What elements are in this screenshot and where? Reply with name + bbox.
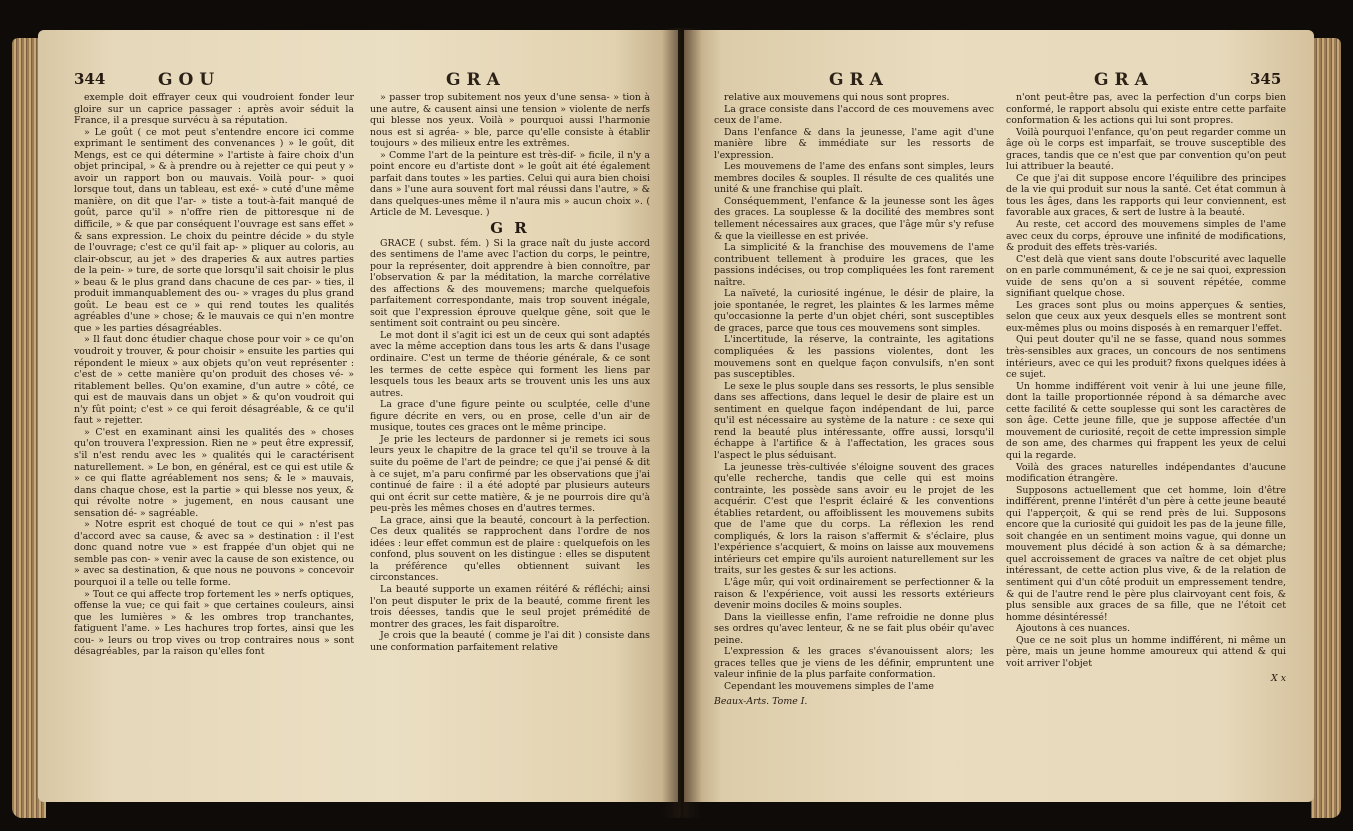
paragraph: Au reste, cet accord des mouvemens simples de l'ame avec ceux du corps, éprouve une infinité de modifications, & produit des effets très-variés. [1006,219,1286,254]
left-page-column-2 [370,92,650,792]
paragraph: La jeunesse très-cultivée s'éloigne souvent des graces qu'elle recherche, tandis que celle qui est moins contrainte, les possède sans avoir eu le projet de les acquérir. C'est que l'esprit éclairé & les conventions établies retardent, ou affoiblissent les mouvemens subits que de l'ame que du corps. La réflexion les rend compliqués, & lors la raison s'affermit & s'éclaire, plus l'expérience s'acquiert, & moins on laisse aux mouvemens intérieurs cet empire qu'ils auroient naturellement sur les traits, sur les gestes & sur les actions. [714,461,994,577]
left-running-head-gou: GOU [158,70,221,90]
paragraph: Qui peut douter qu'il ne se fasse, quand nous sommes très-sensibles aux graces, un concours de nos sentimens intérieurs, avec ce qui les produit? fixons quelques idées à ce sujet. [1006,334,1286,381]
signature-mark: Beaux-Arts. Tome I. [714,696,808,708]
paragraph: » Le goût ( ce mot peut s'entendre encore ici comme exprimant le sentiment des convenances ) » le goût, dit Mengs, est ce qui détermine » l'artiste à faire choix d'un objet principal, » & à prendre ou à rejetter ce qui peut y » avoir un rapport bon ou mauvais. Voilà pour- » quoi lorsque tout, dans un tableau, est exé- » cuté d'une même manière, on dit que l'ar- » tiste a tout-à-fait manqué de goût, parce qu'il » n'offre rien de pittoresque ni de difficile, » & que par conséquent l'ouvrage est sans effet » & sans expression. Le choix du peintre décide » du style de l'ouvrage; c'est ce qu'il fait ap- » pliquer au coloris, au clair-obscur, au jet » des draperies & aux autres parties de la pein- » ture, de sorte que lorsqu'il sait choisir le plus » beau & le plus grand dans chacune de ces par- » ties, il produit immanquablement des ou- » vrages du plus grand goût. Le beau est ce » qui rend toutes les qualités agréables d'une » chose; & le mauvais ce qui n'en montre que » les parties désagréables. [74,126,354,334]
paragraph: C'est delà que vient sans doute l'obscurité avec laquelle on en parle communément, & ce je ne sai quoi, expression vuide de sens qu'on a si souvent répétée, comme signifiant quelque chose. [1006,253,1286,300]
paragraph: Cependant les mouvemens simples de l'ame [724,680,934,692]
paragraph: Voilà des graces naturelles indépendantes d'aucune modification étrangère. [1006,461,1286,485]
paragraph: L'incertitude, la réserve, la contrainte, les agitations compliquées & les passions violentes, dont les mouvemens sont en quelque façon convulsifs, n'en sont pas susceptibles. [714,334,994,381]
paragraph: La beauté supporte un examen réitéré & réfléchi; ainsi l'on peut disputer le prix de la beauté, comme firent les trois déesses, tandis que le seul projet prémédité de montrer des graces, les fait disparoître. [370,583,650,630]
paragraph: Un homme indifférent voit venir à lui une jeune fille, dont la taille proportionnée répond à sa démarche avec cette facilité & cette souplesse qui sont les caractères de son âge. Cette jeune fille, que je suppose affectée d'un mouvement de curiosité, reçoit de cette impression simple de son ame, des charmes qui frappent les yeux de celui qui la regarde. [1006,380,1286,461]
paragraph: Conséquemment, l'enfance & la jeunesse sont les âges des graces. La souplesse & la docilité des membres sont tellement nécessaires aux graces, que l'âge mûr s'y refuse & que la vieillesse en est privée. [714,195,994,242]
left-page-column-1 [74,92,354,792]
right-page-column-1 [714,92,994,792]
paragraph: Supposons actuellement que cet homme, loin d'être indifférent, prenne l'intérêt d'un père à cette jeune beauté qui l'apperçoit, & qui se rend près de lui. Supposons encore que la curiosité qui guidoit les pas de la jeune fille, soit changée en un sentiment moins vague, qui donne un mouvement plus décidé à son action & à sa démarche; quel accroissement de graces va naître de cet objet plus intéressant, de cette action plus vive, & de la relation de sentiment qui d'un côté produit un empressement tendre, & qui de l'autre rend le père plus clairvoyant cent fois, & plus sensible aux graces de sa fille, que ne l'étoit cet homme désintéressé! [1006,484,1286,623]
paragraph: La grace consiste dans l'accord de ces mouvemens avec ceux de l'ame. [714,103,994,127]
paragraph: » Comme l'art de la peinture est très-dif- » ficile, il n'y a point encore eu d'artiste dont » le goût ait été également parfait dans toutes » les parties. Celui qui aura bien choisi dans » l'une aura souvent fort mal réussi dans l'autre, » & dans quelques-unes même il n'aura mis » aucun choix ». ( Article de M. Levesque. ) [370,149,650,219]
right-page-number: 345 [1250,70,1282,88]
paragraph: » Tout ce qui affecte trop fortement les » nerfs optiques, offense la vue; ce qui fait » que certaines couleurs, ainsi que les lumières » & les ombres trop tranchantes, fatiguent l'ame. » Les hachures trop fortes, ainsi que les cou- » leurs ou trop vives ou trop contraires nous » sont désagréables, par la raison qu'elles font [74,588,354,658]
paragraph: La naïveté, la curiosité ingénue, le désir de plaire, la joie spontanée, le regret, les plaintes & les larmes même qu'occasionne la perte d'un objet chéri, sont susceptibles de graces, parce que tous ces mouvemens sont simples. [714,288,994,334]
left-page-number: 344 [74,70,106,88]
paragraph: Je prie les lecteurs de pardonner si je remets ici sous leurs yeux le chapitre de la grace tel qu'il se trouve à la suite du poëme de l'art de peindre; ce que j'ai pensé & dit à ce sujet, m'a paru confirmé par les observations que j'ai continué de faire : il a été adopté par plusieurs auteurs qui ont écrit sur cette matière, & je ne pourrois dire qu'à peu-près les mêmes choses en d'autres termes. [370,433,650,515]
paragraph: L'âge mûr, qui voit ordinairement se perfectionner & la raison & l'expérience, voit aussi les ressorts extérieurs devenir moins dociles & moins souples. [714,576,994,612]
left-page [38,30,678,802]
paragraph: La grace d'une figure peinte ou sculptée, celle d'une figure décrite en vers, ou en prose, celle d'un air de musique, toutes ces graces ont le même principe. [370,399,650,434]
paragraph: La grace, ainsi que la beauté, concourt à la perfection. Ces deux qualités se rapprochent dans l'ordre de nos idées : leur effet commun est de plaire : quelquefois on les confond, plus souvent on les distingue : elles se disputent la préférence qu'elles obtiennent suivant les circonstances. [370,514,650,584]
paragraph: Le sexe le plus souple dans ses ressorts, le plus sensible dans ses affections, dans lequel le desir de plaire est un sentiment en quelque façon indépendant de lui, parce qu'il est nécessaire au système de la nature : ce sexe qui rend la beauté plus intéressante, offre aussi, lorsqu'il échappe à l'artifice & à l'affectation, les graces sous l'aspect le plus séduisant. [714,380,994,461]
paragraph: La simplicité & la franchise des mouvemens de l'ame contribuent tellement à produire les graces, que les passions indécises, ou trop compliquées les font rarement naître. [714,242,994,288]
section-heading: G R [490,219,530,238]
paragraph: GRACE ( subst. fém. ) Si la grace naît du juste accord des sentimens de l'ame avec l'action du corps, le peintre, pour la représenter, doit apprendre à bien connoître, par l'observation & par la méditation, la marche corrélative des affections & des mouvemens; marche quelquefois parfaitement correspondante, mais trop souvent inégale, soit que l'expression éprouve quelque gêne, soit que le sentiment soit contraint ou peu sincère. [370,237,650,330]
book-gutter [662,28,702,818]
paragraph: Je crois que la beauté ( comme je l'ai dit ) consiste dans une conformation parfaitement relative [370,630,650,653]
paragraph: Dans l'enfance & dans la jeunesse, l'ame agit d'une manière libre & immédiate sur les ressorts de l'expression. [714,126,994,161]
paragraph: Ajoutons à ces nuances. [1016,623,1131,635]
paragraph: relative aux mouvemens qui nous sont propres. [724,92,950,103]
sheet-mark: X x [1271,673,1286,685]
paragraph: Dans la vieillesse enfin, l'ame refroidie ne donne plus ses ordres qu'avec lenteur, & ne se fait plus obéir qu'avec peine. [714,611,994,646]
paragraph: » Il faut donc étudier chaque chose pour voir » ce qu'on voudroit y trouver, & pour choisir » ensuite les parties qui répondent le mieux » aux objets qu'on veut représenter : c'est de » cette manière qu'on produit des choses vé- » ritablement belles. Qu'on examine, d'un autre » côté, ce qui est de mauvais dans un objet » & qu'on voudroit qui n'y fût point; c'est » ce qui feroit désagréable, & ce qu'il faut » rejetter. [74,334,354,427]
paragraph: Voilà pourquoi l'enfance, qu'on peut regarder comme un âge où le corps est imparfait, se trouve susceptible des graces, tandis que ce n'est que par convention qu'on peut lui attribuer la beauté. [1006,126,1286,173]
right-page [684,30,1314,802]
paragraph: Les mouvemens de l'ame des enfans sont simples, leurs membres dociles & souples. Il résulte de ces qualités une unité & une franchise qui plaît. [714,161,994,196]
paragraph: » passer trop subitement nos yeux d'une sensa- » tion à une autre, & causent ainsi une tension » violente de nerfs qui blesse nos yeux. Voilà » pourquoi aussi l'harmonie nous est si agréa- » ble, parce qu'elle consiste à établir toujours » des milieux entre les extrêmes. [370,92,650,150]
left-running-head-gra: GRA [446,70,506,90]
right-running-head-2: GRA [1094,70,1154,90]
right-running-head-1: GRA [829,70,889,90]
paragraph: L'expression & les graces s'évanouissent alors; les graces telles que je viens de les définir, empruntent une valeur infinie de la plus parfaite conformation. [714,646,994,681]
paragraph: Les graces sont plus ou moins apperçues & senties, selon que ceux aux yeux desquels elles se montrent sont eux-mêmes plus ou moins disposés à en remarquer l'effet. [1006,299,1286,334]
paragraph: Que ce ne soit plus un homme indifférent, ni même un père, mais un jeune homme amoureux qui attend & qui voit arriver l'objet [1006,634,1286,669]
open-book [12,28,1341,823]
paragraph: Le mot dont il s'agit ici est un de ceux qui sont adaptés avec la même acception dans tous les arts & dans l'usage ordinaire. C'est un terme de théorie générale, & ce sont les termes de cette espèce qui forment les liens par lesquels tous les beaux arts se trouvent unis les uns aux autres. [370,329,650,399]
paragraph: n'ont peut-être pas, avec la perfection d'un corps bien conformé, le rapport absolu qui existe entre cette parfaite conformation & les actions qui lui sont propres. [1006,92,1286,127]
paragraph: » C'est en examinant ainsi les qualités des » choses qu'on trouvera l'expression. Rien ne » peut être expressif, s'il n'est rendu avec les » qualités qui le caractérisent naturellement. » Le bon, en général, est ce qui est utile & » ce qui flatte agréablement nos sens; & le » mauvais, dans chaque chose, est la partie » qui blesse nos yeux, & qui révolte notre » jugement, en nous causant une sensation dé- » sagréable. [74,426,354,519]
paragraph: » Notre esprit est choqué de tout ce qui » n'est pas d'accord avec sa cause, & avec sa » destination : il l'est donc quand notre vue » est frappée d'un objet qui ne semble pas con- » venir avec la cause de son existence, ou » avec sa destination, & que nous ne pouvons » concevoir pourquoi il a telle ou telle forme. [74,519,354,588]
paragraph: exemple doit effrayer ceux qui voudroient fonder leur gloire sur un caprice passager : après avoir séduit la France, il a presque survécu à sa réputation. [74,92,354,127]
right-page-column-2 [1006,92,1286,792]
right-page-edges [1311,38,1341,818]
paragraph: Ce que j'ai dit suppose encore l'équilibre des principes de la vie qui produit sur nous la santé. Cet état commun à tous les âges, dans les rapports qui leur conviennent, est favorable aux graces, & sert de lustre à la beauté. [1006,172,1286,219]
